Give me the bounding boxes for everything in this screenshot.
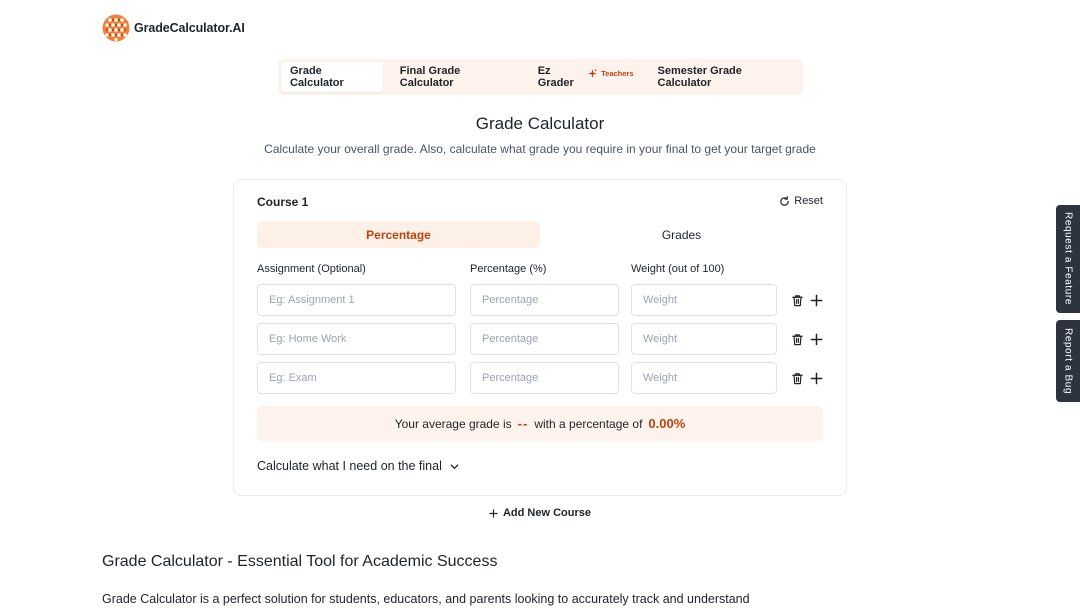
nav-item-label: Semester Grade Calculator — [657, 65, 742, 89]
reset-button[interactable] — [779, 195, 823, 207]
nav-item-label: Ez Grader — [537, 65, 574, 89]
reset-label: Reset — [794, 195, 823, 207]
trash-icon — [791, 372, 804, 385]
nav-final-grade-calculator[interactable] — [391, 62, 520, 92]
nav-grade-calculator[interactable] — [281, 62, 383, 92]
course-title: Course 1 — [257, 195, 309, 209]
nav-ez-grader[interactable] — [529, 62, 643, 92]
weight-input[interactable] — [631, 323, 777, 355]
logo-icon — [102, 14, 130, 42]
plus-icon — [810, 333, 823, 346]
page-title: Grade Calculator — [475, 114, 605, 133]
request-feature-label: Request a Feature — [1062, 212, 1074, 306]
percentage-input[interactable] — [470, 284, 619, 316]
add-row-button[interactable] — [809, 293, 823, 307]
add-row-button[interactable] — [809, 332, 823, 346]
percentage-input[interactable] — [470, 362, 619, 394]
final-grade-toggle[interactable] — [257, 459, 460, 473]
refresh-icon — [779, 196, 790, 207]
assignment-input[interactable] — [257, 323, 456, 355]
weight-input[interactable] — [631, 362, 777, 394]
request-feature-tab[interactable] — [1056, 205, 1080, 313]
percentage-input[interactable] — [470, 323, 619, 355]
tab-grades[interactable]: Grades — [661, 227, 702, 242]
trash-icon — [791, 333, 804, 346]
article-paragraph: Grade Calculator is a perfect solution for students, educators, and parents looking to accurately track and understand — [102, 592, 750, 606]
final-grade-toggle-label: Calculate what I need on the final — [257, 459, 442, 473]
average-grade-result — [257, 406, 823, 441]
trash-icon — [791, 294, 804, 307]
plus-icon — [810, 294, 823, 307]
percentage-column-label: Percentage (%) — [470, 263, 547, 275]
teachers-badge — [588, 69, 633, 78]
assignment-column-label: Assignment (Optional) — [257, 263, 366, 275]
report-bug-label: Report a Bug — [1062, 327, 1074, 395]
add-new-course-button[interactable] — [0, 507, 1080, 519]
article-heading: Grade Calculator - Essential Tool for Academic Success — [102, 553, 498, 570]
page-subtitle: Calculate your overall grade. Also, calculate what grade you require in your final to get your target grade — [264, 142, 816, 156]
add-new-course-label: Add New Course — [502, 507, 591, 519]
sparkle-icon — [588, 69, 597, 78]
nav-item-label: Final Grade Calculator — [399, 65, 461, 89]
average-percentage-value: 0.00% — [648, 416, 686, 431]
calculator-nav — [278, 59, 803, 95]
mode-toggle — [257, 221, 823, 248]
add-row-button[interactable] — [809, 371, 823, 385]
result-middle: with a percentage of — [534, 416, 643, 431]
average-grade-value: -- — [517, 416, 529, 431]
report-bug-tab[interactable] — [1056, 320, 1080, 402]
nav-item-label: Grade Calculator — [290, 65, 344, 89]
brand-logo[interactable] — [102, 14, 245, 42]
result-prefix: Your average grade is — [394, 416, 512, 431]
assignment-row — [257, 284, 827, 316]
delete-row-button[interactable] — [790, 293, 804, 307]
tab-percentage[interactable]: Percentage — [257, 221, 540, 248]
course-card — [233, 179, 847, 496]
assignment-input[interactable] — [257, 284, 456, 316]
weight-input[interactable] — [631, 284, 777, 316]
brand-name: GradeCalculator.AI — [134, 21, 245, 35]
weight-column-label: Weight (out of 100) — [631, 263, 725, 275]
assignment-row — [257, 323, 827, 355]
plus-icon — [810, 372, 823, 385]
plus-icon — [489, 509, 498, 518]
teachers-badge-label: Teachers — [601, 68, 634, 78]
nav-semester-grade-calculator[interactable] — [649, 62, 800, 92]
delete-row-button[interactable] — [790, 371, 804, 385]
assignment-input[interactable] — [257, 362, 456, 394]
delete-row-button[interactable] — [790, 332, 804, 346]
chevron-down-icon — [449, 461, 460, 472]
assignment-row — [257, 362, 827, 394]
